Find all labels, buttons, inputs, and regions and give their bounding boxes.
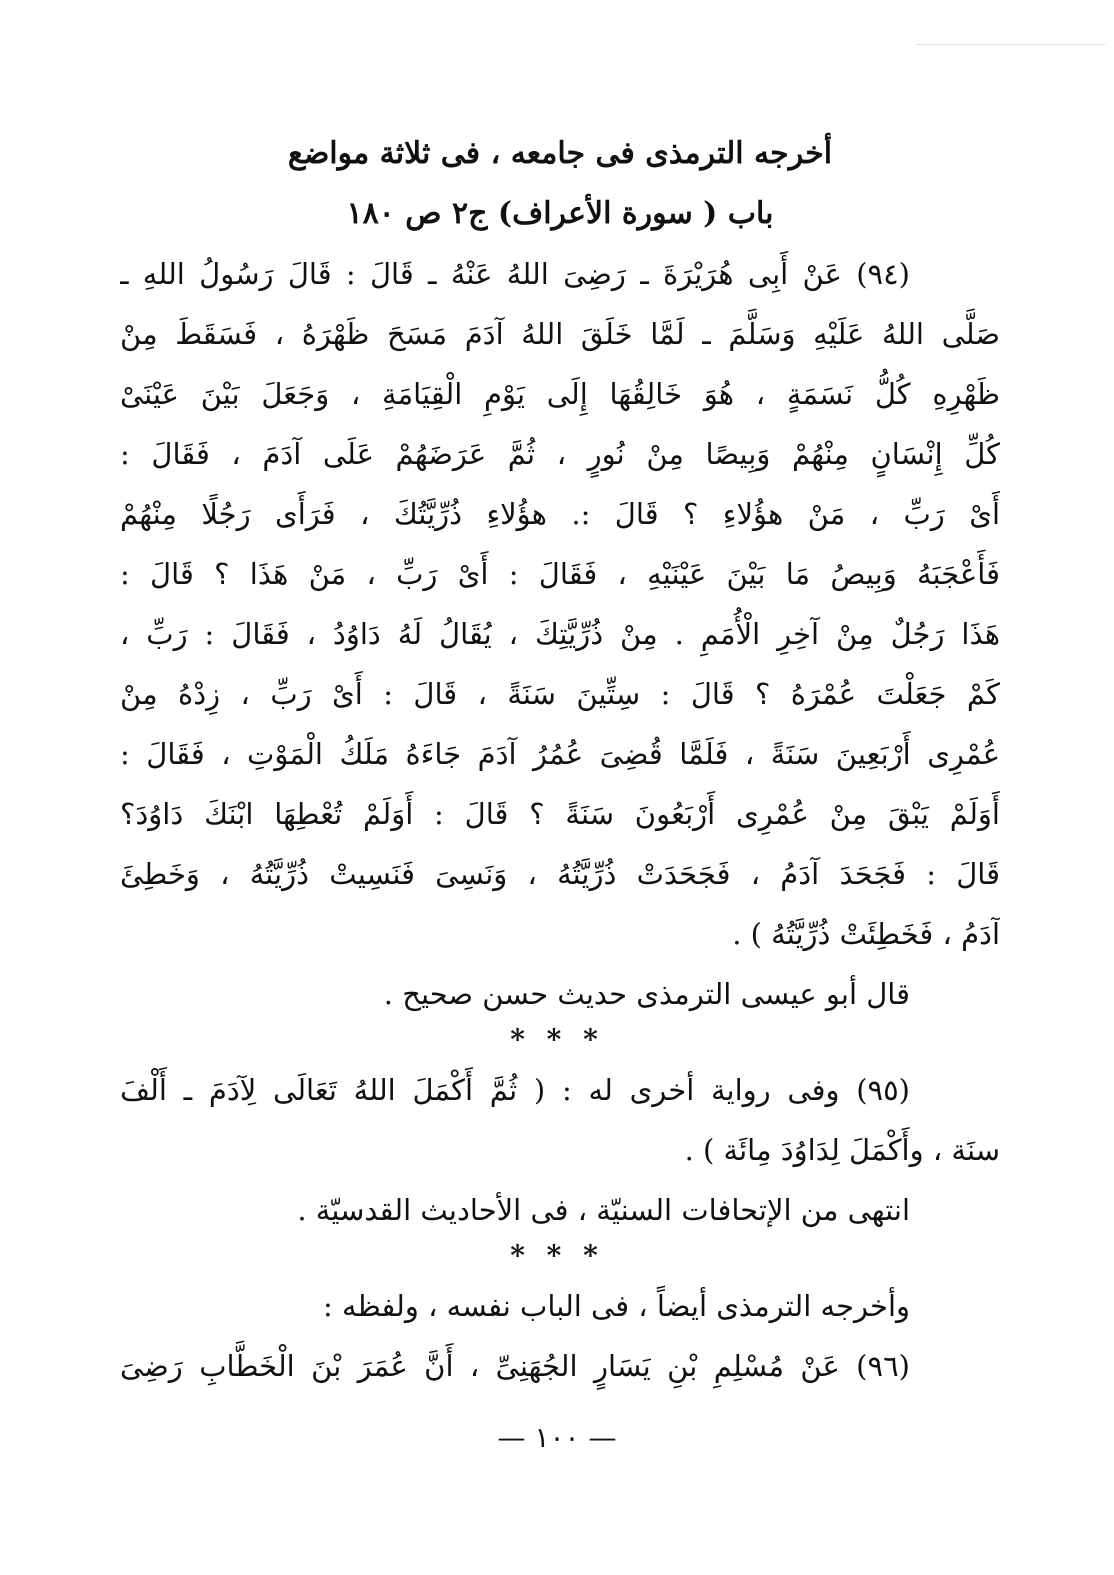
hadith-94-line-2: صَلَّى اللهُ عَلَيْهِ وَسَلَّمَ ـ لَمَّا خَلَقَ اللهُ آدَمَ مَسَحَ ظَهْرَهُ ، فَسَقَطَ مِنْ [120, 317, 1000, 351]
hadith-95-line-2: سنَة ، وأَكْمَلَ لِدَاوُدَ مِائَة ) . [684, 1133, 1000, 1167]
separator-stars: * * * [510, 1023, 604, 1056]
hadith-95 [120, 1060, 1000, 1240]
hadith-94-line-5: أَىْ رَبِّ ، مَنْ هؤُلاءِ ؟ قَالَ :. هؤُلاءِ ذُرِّيَّتُكَ ، فَرَأَى رَجُلًا مِنْهُمْ [120, 497, 1000, 531]
hadith-95-line-1: (٩٥) وفى رواية أخرى له : ( ثُمَّ أَكْمَلَ اللهُ تَعَالَى لِآدَمَ ـ أَلْفَ [120, 1073, 910, 1107]
hadith-96-line-1: (٩٦) عَنْ مُسْلِمِ بْنِ يَسَارٍ الجُهَنِىِّ ، أَنَّ عُمَرَ بْنَ الْخَطَّابِ رَضِىَ [120, 1349, 910, 1383]
hadith-96 [120, 1276, 1000, 1396]
hadith-94-line-7: هَذَا رَجُلٌ مِنْ آخِرِ الْأُمَمِ . مِنْ ذُرِّيَّتِكَ ، يُقَالُ لَهُ دَاوُدُ ، فَقَالَ : رَبِّ ، [120, 617, 1000, 651]
hadith-94-line-6: فَأَعْجَبَهُ وَبِيصُ مَا بَيْنَ عَيْنَيْهِ ، فَقَالَ : أَىْ رَبِّ ، مَنْ هَذَا ؟ قَالَ : [120, 557, 1000, 591]
hadith-94-line-10: أَوَلَمْ يَبْقَ مِنْ عُمْرِى أَرْبَعُونَ سَنَةً ؟ قَالَ : أَوَلَمْ تُعْطِهَا ابْنَكَ دَاوُدَ؟ [120, 797, 1000, 831]
hadith-94-line-8: كَمْ جَعَلْتَ عُمْرَهُ ؟ قَالَ : سِتِّينَ سَنَةً ، قَالَ : أَىْ رَبِّ ، زِدْهُ مِنْ [120, 677, 1000, 711]
source-note: انتهى من الإتحافات السنيّة ، فى الأحاديث القدسيّة . [297, 1193, 910, 1227]
scan-speckle [916, 44, 1106, 49]
chapter-reference: باب ( سورة الأعراف) ج٢ ص ١٨٠ [346, 196, 774, 231]
hadith-94-line-4: كُلِّ إِنْسَانٍ مِنْهُمْ وَبِيصًا مِنْ نُورٍ ، ثُمَّ عَرَضَهُمْ عَلَى آدَمَ ، فَقَالَ : [120, 437, 1000, 471]
page-number: — ١٠٠ — [497, 1421, 617, 1454]
grading-note: قال أبو عيسى الترمذى حديث حسن صحيح . [383, 977, 910, 1011]
hadith-94-line-3: ظَهْرِهِ كُلُّ نَسَمَةٍ ، هُوَ خَالِقُهَا إِلَى يَوْمِ الْقِيَامَةِ ، وَجَعَلَ بَيْنَ عَيْنَىْ [120, 377, 1000, 411]
section-heading: أخرجه الترمذى فى جامعه ، فى ثلاثة مواضع [287, 136, 833, 171]
hadith-96-intro: وأخرجه الترمذى أيضاً ، فى الباب نفسه ، ولفظه : [323, 1289, 910, 1323]
hadith-94-line-12: آدَمُ ، فَخَطِئَتْ ذُرِّيَّتُهُ ) . [732, 917, 1000, 951]
hadith-94-line-1: (٩٤) عَنْ أَبِى هُرَيْرَةَ ـ رَضِىَ اللهُ عَنْهُ ـ قَالَ : قَالَ رَسُولُ اللهِ ـ [120, 257, 910, 291]
hadith-94 [120, 244, 1000, 1024]
hadith-94-line-11: قَالَ : فَجَحَدَ آدَمُ ، فَجَحَدَتْ ذُرِّيَّتُهُ ، وَنَسِىَ فَنَسِيتْ ذُرِّيَّتُهُ ، وَخَطِئَ [120, 857, 1000, 891]
separator-stars-2: * * * [510, 1239, 604, 1272]
hadith-94-line-9: عُمْرِى أَرْبَعِينَ سَنَةً ، فَلَمَّا قُضِىَ عُمُرُ آدَمَ جَاءَهُ مَلَكُ الْمَوْتِ ، فَقَالَ : [120, 737, 1000, 771]
